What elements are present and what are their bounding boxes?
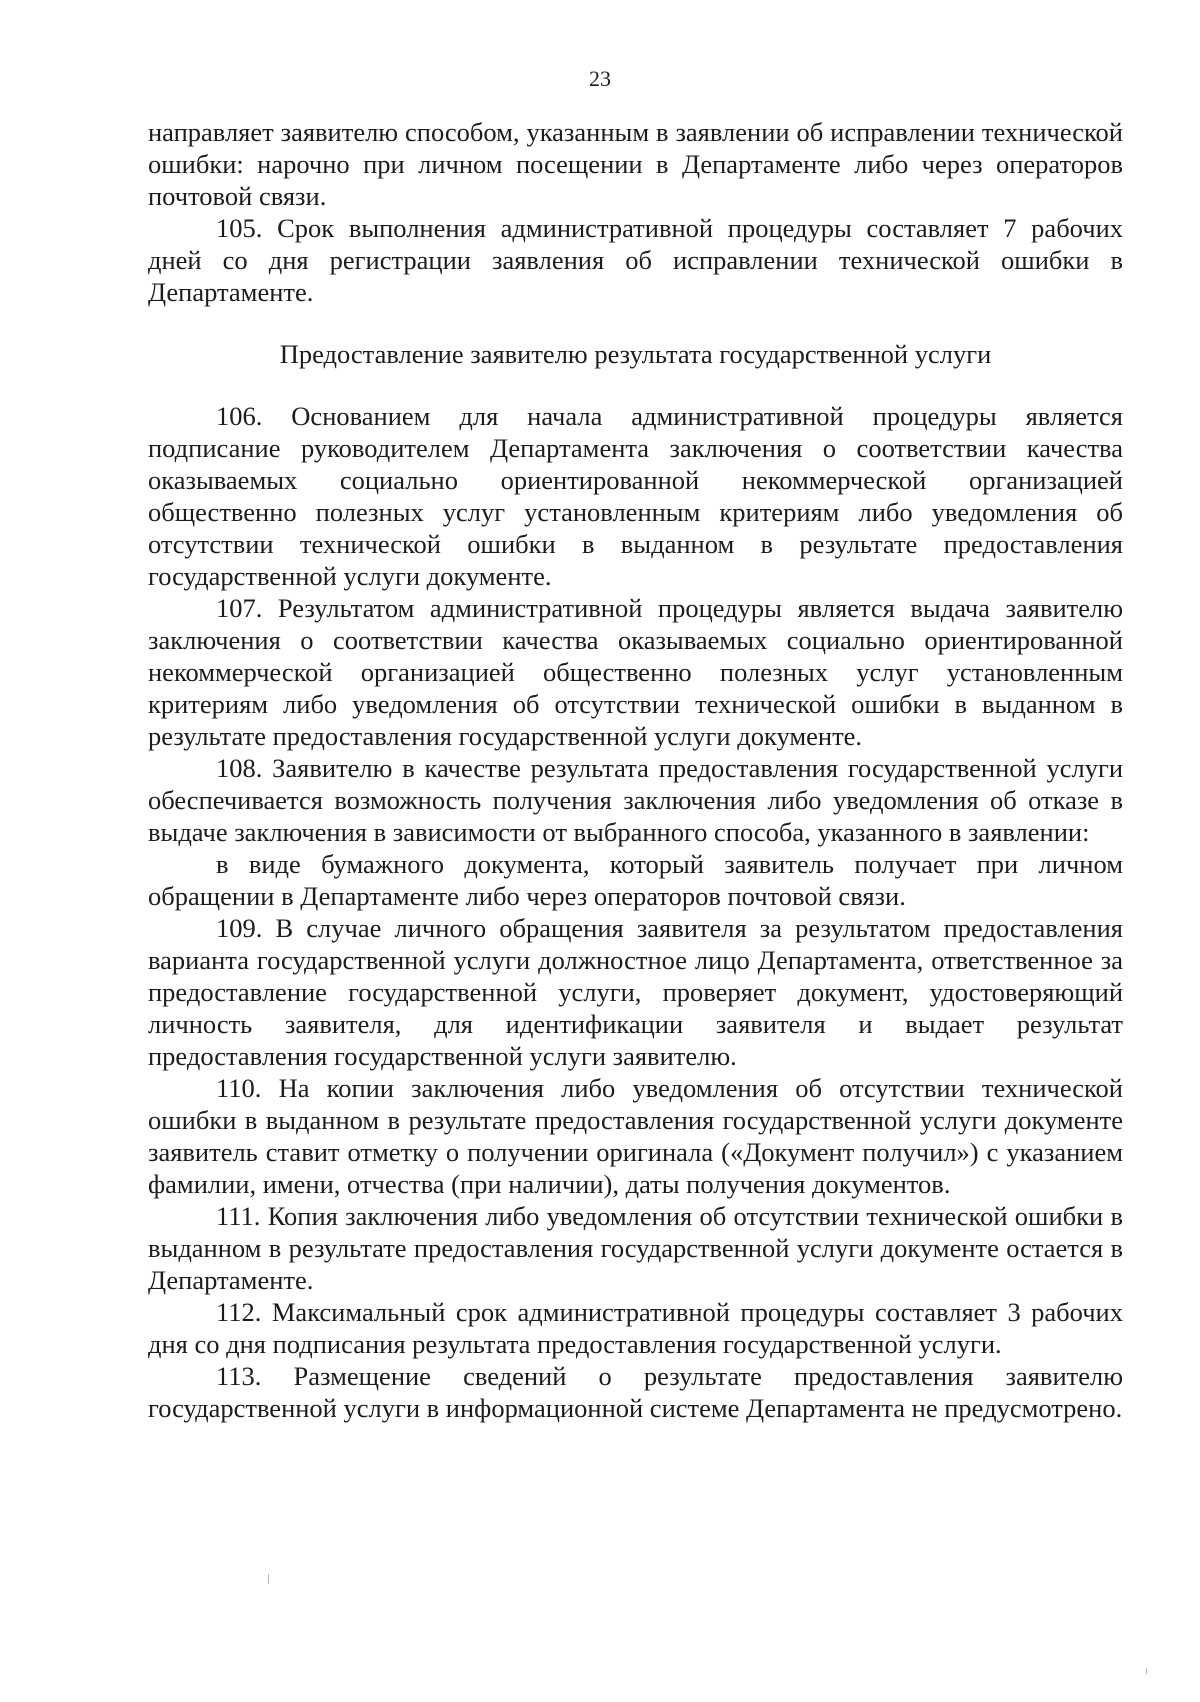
paragraph-109: 109. В случае личного обращения заявителя за результатом предоставления варианта государственной услуги должностное лицо Департамента, ответственное за предоставление государственной услуги, проверяет документ, удостоверяющий личность заявителя, для идентификации заявителя и выдает результат предоставления государственной услуги заявителю. [148, 913, 1123, 1071]
paragraph-112: 112. Максимальный срок административной процедуры составляет 3 рабочих дня со дня подписания результата предоставления государственной услуги. [148, 1297, 1123, 1359]
page-number: 23 [589, 66, 611, 91]
paragraph-108-item: в виде бумажного документа, который заявитель получает при личном обращении в Департаменте либо через операторов почтовой связи. [148, 849, 1123, 911]
paragraph-continuation: направляет заявителю способом, указанным в заявлении об исправлении технической ошибки: нарочно при личном посещении в Департаменте либо через операторов почтовой связи. [148, 117, 1123, 211]
document-body [148, 116, 1123, 1424]
paragraph-107: 107. Результатом административной процедуры является выдача заявителю заключения о соответствии качества оказываемых социально ориентированной некоммерческой организацией общественно полезных услуг установленным критериям либо уведомления об отсутствии технической ошибки в выданном в результате предоставления государственной услуги документе. [148, 593, 1123, 751]
paragraph-108: 108. Заявителю в качестве результата предоставления государственной услуги обеспечивается возможность получения заключения либо уведомления об отказе в выдаче заключения в зависимости от выбранного способа, указанного в заявлении: [148, 753, 1123, 847]
scan-artifact-mark [268, 1574, 269, 1584]
paragraph-110: 110. На копии заключения либо уведомления об отсутствии технической ошибки в выданном в результате предоставления государственной услуги документе заявитель ставит отметку о получении оригинала («Документ получил») с указанием фамилии, имени, отчества (при наличии), даты получения документов. [148, 1073, 1123, 1199]
paragraph-113: 113. Размещение сведений о результате предоставления заявителю государственной услуги в информационной системе Департамента не предусмотрено. [148, 1361, 1123, 1423]
scan-artifact-mark-right [1146, 1668, 1147, 1674]
paragraph-106: 106. Основанием для начала административной процедуры является подписание руководителем Департамента заключения о соответствии качества оказываемых социально ориентированной некоммерческой организацией общественно полезных услуг установленным критериям либо уведомления об отсутствии технической ошибки в выданном в результате предоставления государственной услуги документе. [148, 401, 1123, 591]
section-heading: Предоставление заявителю результата государственной услуги [279, 339, 992, 369]
paragraph-105: 105. Срок выполнения административной процедуры составляет 7 рабочих дней со дня регистрации заявления об исправлении технической ошибки в Департаменте. [148, 213, 1123, 307]
paragraph-111: 111. Копия заключения либо уведомления об отсутствии технической ошибки в выданном в результате предоставления государственной услуги документе остается в Департаменте. [148, 1201, 1123, 1295]
